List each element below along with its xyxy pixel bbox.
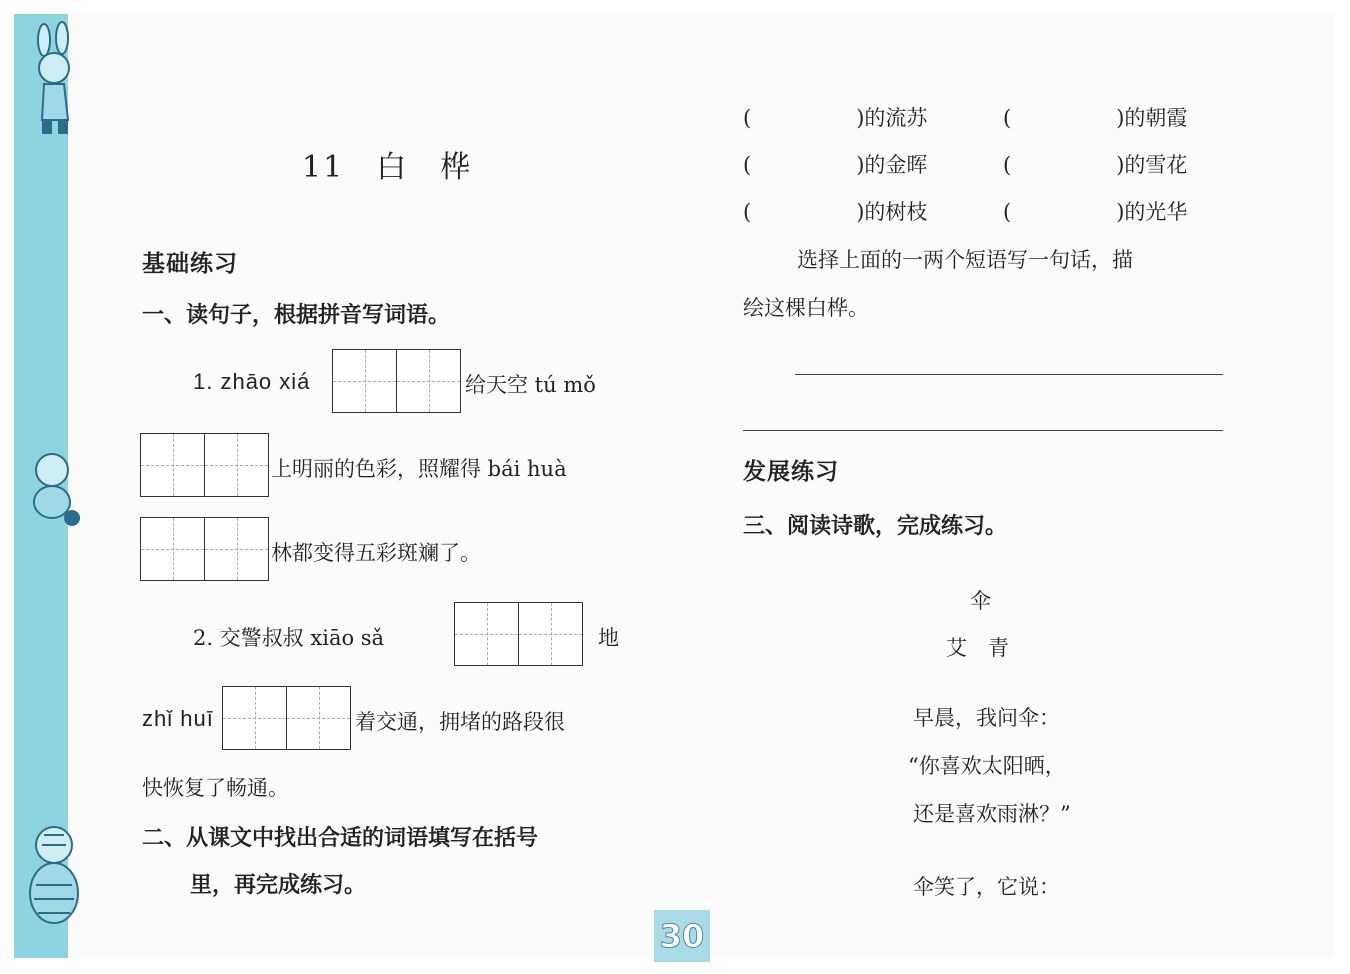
phrase-blank-liusu[interactable]: ( )的流苏: [743, 106, 928, 130]
s1-line2: 上明丽的色彩，照耀得 bái huà: [271, 457, 567, 481]
poem-title: 伞: [970, 589, 991, 613]
lesson-number: 11: [302, 150, 345, 185]
s2-lead: 2. 交警叔叔 xiāo sǎ: [193, 626, 385, 650]
writing-line[interactable]: [743, 430, 1223, 431]
question-3-heading: 三、阅读诗歌，完成练习。: [743, 514, 1008, 539]
writing-line[interactable]: [795, 374, 1223, 375]
poem-author: 艾 青: [946, 636, 1009, 660]
s2-line2-after: 着交通，拥堵的路段很: [355, 710, 565, 734]
poem-line: 伞笑了，它说：: [913, 875, 1060, 899]
s1-after: 给天空 tú mǒ: [465, 373, 596, 397]
answer-grid-xiaosa[interactable]: [454, 602, 583, 666]
poem-line: “你喜欢太阳晒，: [908, 754, 1066, 778]
phrase-blank-jinhui[interactable]: ( )的金晖: [743, 153, 928, 177]
tiger-illustration: [14, 815, 86, 935]
answer-grid-baihua[interactable]: [140, 517, 269, 581]
phrase-blank-shuzhi[interactable]: ( )的树枝: [743, 200, 928, 224]
s1-lead: 1. zhāo xiá: [193, 369, 311, 394]
section-development-practice: 发展练习: [743, 459, 839, 485]
page-number: 30: [654, 910, 710, 962]
s2-after: 地: [598, 626, 619, 650]
lesson-heading: [302, 142, 472, 186]
phrase-blank-xuehua[interactable]: ( )的雪花: [1003, 153, 1188, 177]
instruction-line1: 选择上面的一两个短语写一句话，描: [797, 248, 1133, 272]
question-2-heading-line1: 二、从课文中找出合适的词语填写在括号: [142, 826, 539, 851]
phrase-blank-zhaoxia[interactable]: ( )的朝霞: [1003, 106, 1188, 130]
answer-grid-tumo[interactable]: [140, 433, 269, 497]
cartoon-animal-illustration: [14, 440, 86, 530]
rabbit-illustration: [14, 20, 86, 140]
s2-line3: 快恢复了畅通。: [142, 776, 289, 800]
question-2-heading-line2: 里，再完成练习。: [190, 873, 367, 898]
section-basic-practice: 基础练习: [142, 251, 238, 277]
poem-line: 还是喜欢雨淋？”: [913, 802, 1071, 826]
instruction-line2: 绘这棵白桦。: [743, 296, 869, 320]
lesson-title: 白 桦: [376, 150, 473, 185]
question-1-heading: 一、读句子，根据拼音写词语。: [142, 303, 451, 328]
phrase-blank-guanghua[interactable]: ( )的光华: [1003, 200, 1188, 224]
s2-line2-lead: zhǐ huī: [142, 706, 214, 731]
answer-grid-zhaoxia[interactable]: [332, 349, 461, 413]
poem-line: 早晨，我问伞：: [913, 706, 1060, 730]
s1-line3: 林都变得五彩斑斓了。: [271, 541, 481, 565]
answer-grid-zhihui[interactable]: [222, 686, 351, 750]
